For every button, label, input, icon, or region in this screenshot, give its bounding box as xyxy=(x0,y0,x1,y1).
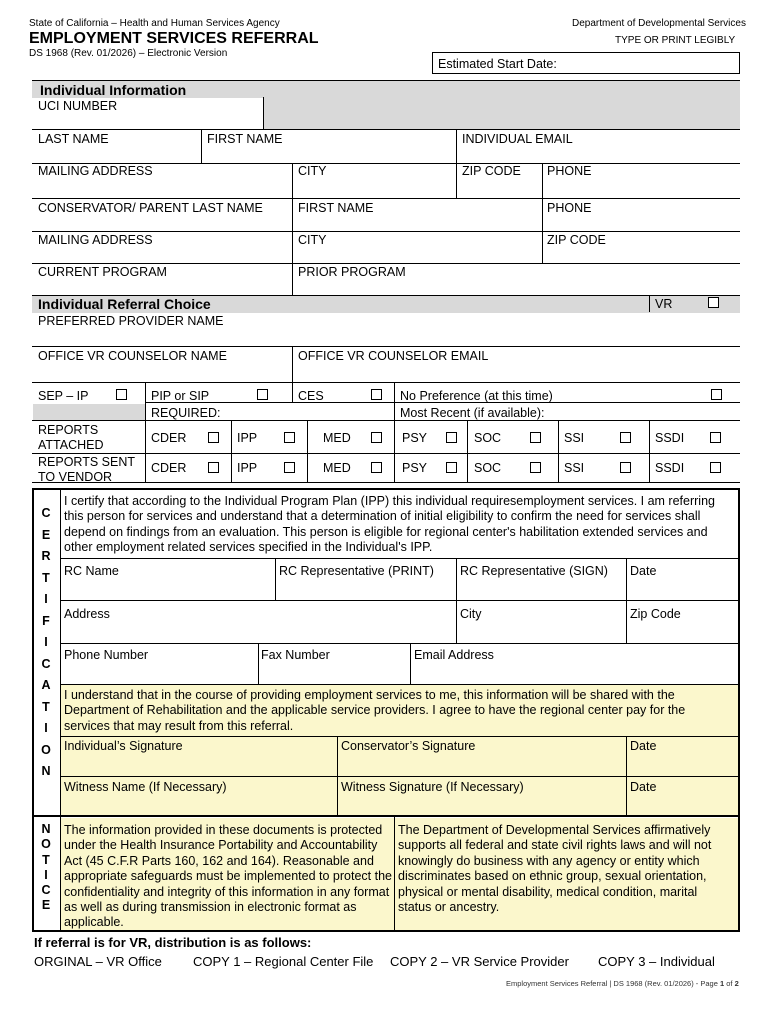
conservator-signature-label: Conservator’s Signature xyxy=(341,739,476,753)
footer-page-number: 1 xyxy=(720,979,725,988)
certification-side-label: C E R T I F I C A T I O N xyxy=(41,506,51,778)
uci-shaded-area xyxy=(263,97,740,129)
sent-soc-checkbox[interactable] xyxy=(530,462,541,473)
hipaa-notice-text: The information provided in these documents is protected under the Health Insurance Portability and Accountability Act (45 C.F.R Parts 160, 162 and 164). Reasonable and appropriate safeguards must be implemented to protect the confidentiality and integrity of this information in any format as well as during transmission in electronic format as applicable. xyxy=(64,823,392,930)
ces-label: CES xyxy=(298,389,324,403)
distribution-copy-1: COPY 1 – Regional Center File xyxy=(193,954,374,969)
agency-name: State of California – Health and Human Services Agency xyxy=(29,18,280,29)
conservator-last-name-label: CONSERVATOR/ PARENT LAST NAME xyxy=(38,201,263,215)
footer-of: of xyxy=(726,979,733,988)
sent-ssdi-label: SSDI xyxy=(655,461,685,475)
attached-psy-checkbox[interactable] xyxy=(446,432,457,443)
conservator-zip-label: ZIP CODE xyxy=(547,233,606,247)
attached-med-checkbox[interactable] xyxy=(371,432,382,443)
ces-checkbox[interactable] xyxy=(371,389,382,400)
footer-text: Employment Services Referral | DS 1968 (Rev. 01/2026) - Page xyxy=(506,979,718,988)
consent-statement: I understand that in the course of providing employment services to me, this information will be shared with the Department of Rehabilitation and the applicable service providers. I agree to have the regional center pay for the services that may result from this referral. xyxy=(64,688,686,733)
sent-med-checkbox[interactable] xyxy=(371,462,382,473)
signature-date-label: Date xyxy=(630,739,657,753)
individual-email-label: INDIVIDUAL EMAIL xyxy=(462,132,573,146)
rc-phone-label: Phone Number xyxy=(64,648,149,662)
sent-psy-checkbox[interactable] xyxy=(446,462,457,473)
sent-cder-label: CDER xyxy=(151,461,187,475)
attached-med-label: MED xyxy=(323,431,351,445)
footer-page-total: 2 xyxy=(734,979,739,988)
referral-choice-heading: Individual Referral Choice xyxy=(38,296,211,312)
rc-date-label: Date xyxy=(630,564,657,578)
individual-signature-label: Individual’s Signature xyxy=(64,739,183,753)
uci-number-field[interactable] xyxy=(32,112,262,129)
type-or-print-note: TYPE OR PRINT LEGIBLY xyxy=(615,35,736,46)
sent-ipp-checkbox[interactable] xyxy=(284,462,295,473)
uci-number-label: UCI NUMBER xyxy=(38,99,118,113)
distribution-original: ORGINAL – VR Office xyxy=(34,954,162,969)
notice-side-label: N O T I C E xyxy=(41,822,51,913)
conservator-first-name-label: FIRST NAME xyxy=(298,201,374,215)
attached-soc-checkbox[interactable] xyxy=(530,432,541,443)
preferred-provider-label: PREFERRED PROVIDER NAME xyxy=(38,314,224,328)
prior-program-label: PRIOR PROGRAM xyxy=(298,265,406,279)
sent-soc-label: SOC xyxy=(474,461,502,475)
sep-ip-label: SEP – IP xyxy=(38,389,89,403)
attached-psy-label: PSY xyxy=(402,431,428,445)
rc-rep-sign-label: RC Representative (SIGN) xyxy=(460,564,608,578)
reports-attached-label: REPORTS ATTACHED xyxy=(38,423,104,452)
sent-ssi-label: SSI xyxy=(564,461,585,475)
rc-rep-print-label: RC Representative (PRINT) xyxy=(279,564,434,578)
conservator-city-label: CITY xyxy=(298,233,327,247)
rc-email-label: Email Address xyxy=(414,648,494,662)
distribution-copy-2: COPY 2 – VR Service Provider xyxy=(390,954,569,969)
vr-counselor-name-label: OFFICE VR COUNSELOR NAME xyxy=(38,349,227,363)
rc-address-label: Address xyxy=(64,607,110,621)
city-label: CITY xyxy=(298,164,327,178)
last-name-label: LAST NAME xyxy=(38,132,109,146)
form-title: EMPLOYMENT SERVICES REFERRAL xyxy=(29,30,319,47)
rc-city-label: City xyxy=(460,607,482,621)
witness-signature-label: Witness Signature (If Necessary) xyxy=(341,780,524,794)
vr-counselor-email-label: OFFICE VR COUNSELOR EMAIL xyxy=(298,349,489,363)
attached-ssdi-checkbox[interactable] xyxy=(710,432,721,443)
pip-sip-checkbox[interactable] xyxy=(257,389,268,400)
attached-ipp-label: IPP xyxy=(237,431,258,445)
rc-zip-label: Zip Code xyxy=(630,607,681,621)
first-name-label: FIRST NAME xyxy=(207,132,283,146)
certification-statement: I certify that according to the Individual Program Plan (IPP) this individual requiresemployment services. I am referring this person for services and understand that a determination of initial eligibility to confirm the need for services shall depend on findings from an evaluation. This person is eligible for regional center's habilitation extended services and other employment related services specified in the Individual's IPP. xyxy=(64,494,715,555)
sep-ip-checkbox[interactable] xyxy=(116,389,127,400)
witness-name-label: Witness Name (If Necessary) xyxy=(64,780,227,794)
sent-psy-label: PSY xyxy=(402,461,428,475)
mailing-address-label: MAILING ADDRESS xyxy=(38,164,153,178)
sent-ssdi-checkbox[interactable] xyxy=(710,462,721,473)
form-id: DS 1968 (Rev. 01/2026) – Electronic Version xyxy=(29,48,228,59)
witness-date-label: Date xyxy=(630,780,657,794)
attached-cder-label: CDER xyxy=(151,431,187,445)
rc-fax-label: Fax Number xyxy=(261,648,330,662)
sent-ssi-checkbox[interactable] xyxy=(620,462,631,473)
civil-rights-notice-text: The Department of Developmental Services affirmatively supports all federal and state civil rights laws and will not knowingly do business with any agency or entity which discriminates based on ethnic group, sexual orientation, physical or mental disability, medical condition, marital status or ancestry. xyxy=(398,823,712,915)
conservator-phone-label: PHONE xyxy=(547,201,592,215)
required-label: REQUIRED: xyxy=(151,406,221,420)
sent-cder-checkbox[interactable] xyxy=(208,462,219,473)
attached-ssdi-label: SSDI xyxy=(655,431,685,445)
department-name: Department of Developmental Services xyxy=(572,18,746,29)
vr-label: VR xyxy=(655,297,673,311)
current-program-label: CURRENT PROGRAM xyxy=(38,265,167,279)
most-recent-label: Most Recent (if available): xyxy=(400,406,545,420)
no-preference-label: No Preference (at this time) xyxy=(400,389,553,403)
vr-checkbox[interactable] xyxy=(708,297,719,308)
attached-soc-label: SOC xyxy=(474,431,502,445)
phone-label: PHONE xyxy=(547,164,592,178)
page-footer xyxy=(506,979,739,989)
zip-code-label: ZIP CODE xyxy=(462,164,521,178)
attached-ipp-checkbox[interactable] xyxy=(284,432,295,443)
conservator-mailing-label: MAILING ADDRESS xyxy=(38,233,153,247)
reports-sent-label: REPORTS SENT TO VENDOR xyxy=(38,455,136,484)
rc-name-label: RC Name xyxy=(64,564,119,578)
sent-ipp-label: IPP xyxy=(237,461,258,475)
pip-sip-label: PIP or SIP xyxy=(151,389,210,403)
attached-ssi-checkbox[interactable] xyxy=(620,432,631,443)
distribution-copy-3: COPY 3 – Individual xyxy=(598,954,715,969)
no-preference-checkbox[interactable] xyxy=(711,389,722,400)
attached-cder-checkbox[interactable] xyxy=(208,432,219,443)
estimated-start-date-label: Estimated Start Date: xyxy=(438,57,557,71)
distribution-heading: If referral is for VR, distribution is as follows: xyxy=(34,935,312,950)
sent-med-label: MED xyxy=(323,461,351,475)
sep-shaded-area xyxy=(33,404,145,420)
attached-ssi-label: SSI xyxy=(564,431,585,445)
individual-info-heading: Individual Information xyxy=(40,82,187,98)
estimated-start-date-field[interactable] xyxy=(432,52,740,74)
